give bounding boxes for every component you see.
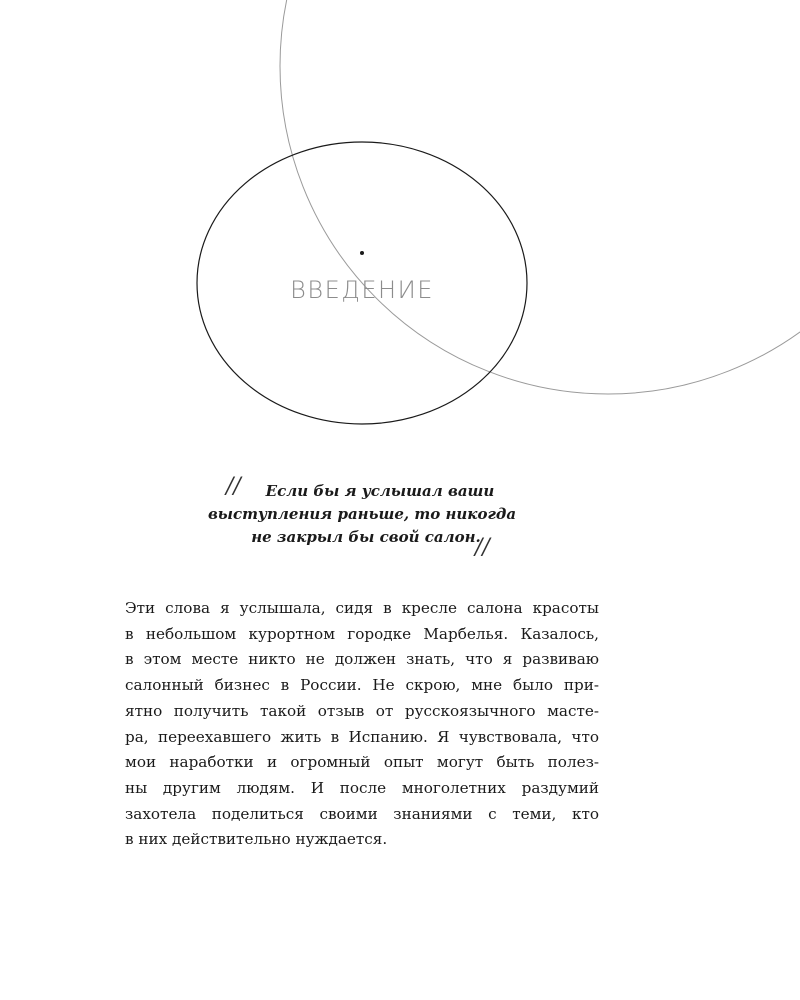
chapter-title: ВВЕДЕНИЕ (290, 276, 434, 304)
body-line: в этом месте никто не должен знать, что я развиваю (125, 650, 599, 669)
body-line: ра, переехавшего жить в Испанию. Я чувствовала, что (125, 727, 599, 746)
body-line: в них действительно нуждается. (125, 830, 388, 849)
body-line: ны другим людям. И после многолетних раздумий (125, 778, 599, 797)
body-line: захотела поделиться своими знаниями с теми, кто (125, 804, 599, 823)
body-line: салонный бизнес в России. Не скрою, мне было при- (125, 676, 599, 695)
large-circle-outline (280, 0, 800, 394)
epigraph-line: Если бы я услышал ваши (265, 482, 495, 500)
epigraph-line: выступления раньше, то никогда (207, 505, 517, 523)
body-line: Эти слова я услышала, сидя в кресле салона красоты (125, 599, 599, 617)
body-line: в небольшом курортном городке Марбелья. Казалось, (125, 624, 599, 643)
quote-close-mark: // (475, 535, 490, 560)
body-paragraph (125, 596, 599, 853)
epigraph-line: не закрыл бы свой салон. (251, 528, 481, 546)
body-line: мои наработки и огромный опыт могут быть полез- (125, 753, 599, 772)
center-dot (360, 251, 364, 255)
body-line: ятно получить такой отзыв от русскоязычного масте- (125, 701, 599, 720)
quote-open-mark: // (226, 474, 241, 499)
